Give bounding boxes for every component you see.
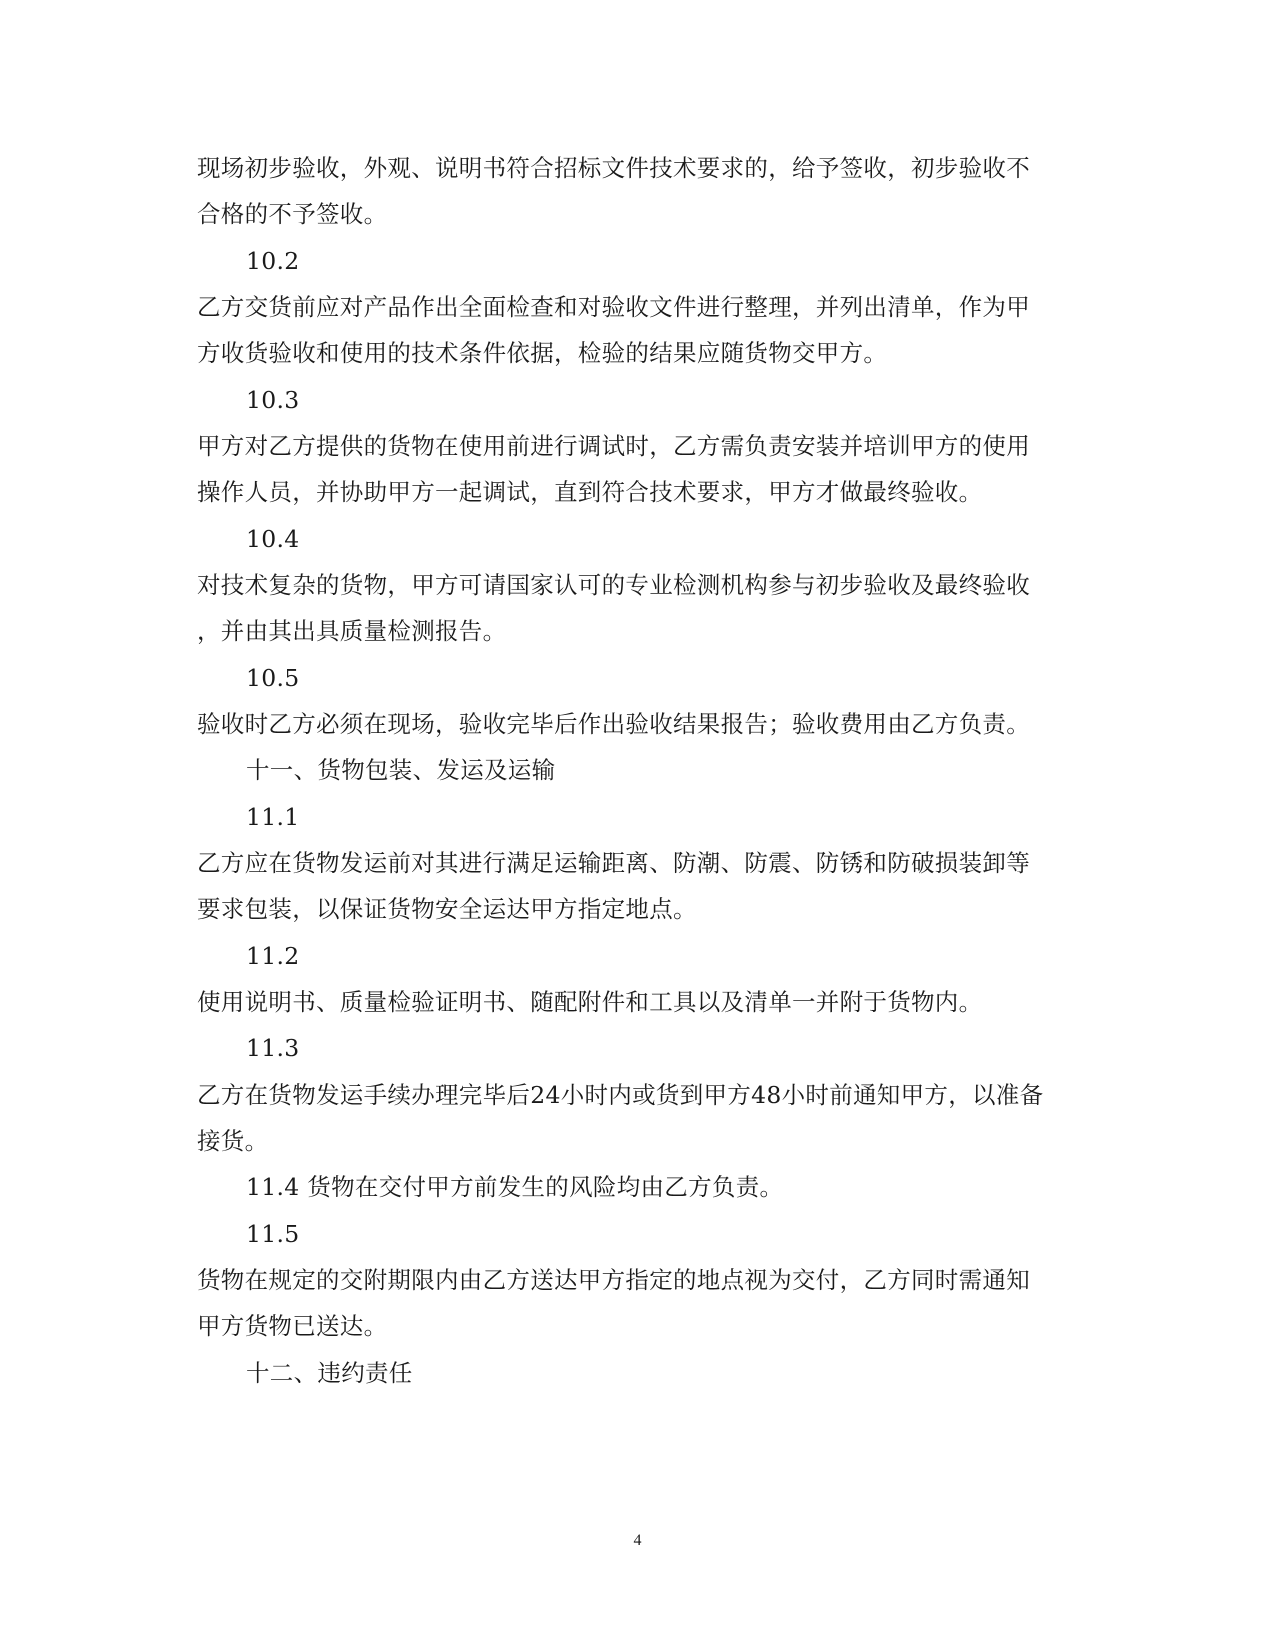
paragraph-line: 接货。 [197, 1127, 269, 1155]
clause-number: 11.1 [246, 803, 300, 831]
clause-number: 10.3 [246, 386, 300, 414]
clause-number: 11.3 [246, 1034, 300, 1062]
clause-number: 11.5 [246, 1220, 300, 1248]
page-number: 4 [633, 1532, 642, 1549]
section-heading: 十一、货物包装、发运及运输 [246, 756, 556, 784]
paragraph-line: 合格的不予签收。 [197, 200, 388, 228]
paragraph-line: 对技术复杂的货物，甲方可请国家认可的专业检测机构参与初步验收及最终验收 [197, 571, 1030, 599]
paragraph-line: 甲方货物已送达。 [197, 1312, 388, 1340]
paragraph-line: 甲方对乙方提供的货物在使用前进行调试时，乙方需负责安装并培训甲方的使用 [197, 432, 1030, 460]
paragraph-line: 操作人员，并协助甲方一起调试，直到符合技术要求，甲方才做最终验收。 [197, 478, 983, 506]
paragraph-line: 方收货验收和使用的技术条件依据，检验的结果应随货物交甲方。 [197, 339, 888, 367]
section-heading: 十二、违约责任 [246, 1359, 413, 1387]
paragraph-line: 使用说明书、质量检验证明书、随配附件和工具以及清单一并附于货物内。 [197, 988, 983, 1016]
clause-number: 11.2 [246, 942, 300, 970]
paragraph-line: 乙方交货前应对产品作出全面检查和对验收文件进行整理，并列出清单，作为甲 [197, 293, 1030, 321]
paragraph-line: 现场初步验收，外观、说明书符合招标文件技术要求的，给予签收，初步验收不 [197, 154, 1030, 182]
paragraph-line: 乙方在货物发运手续办理完毕后24小时内或货到甲方48小时前通知甲方，以准备 [197, 1081, 1044, 1109]
clause-number: 10.4 [246, 525, 300, 553]
paragraph-line: 乙方应在货物发运前对其进行满足运输距离、防潮、防震、防锈和防破损装卸等 [197, 849, 1030, 877]
paragraph-line: 验收时乙方必须在现场，验收完毕后作出验收结果报告；验收费用由乙方负责。 [197, 710, 1030, 738]
paragraph-line: ，并由其出具质量检测报告。 [197, 617, 507, 645]
clause-number: 10.2 [246, 247, 300, 275]
clause-number: 10.5 [246, 664, 300, 692]
paragraph-line: 要求包装，以保证货物安全运达甲方指定地点。 [197, 895, 697, 923]
paragraph-line: 11.4 货物在交付甲方前发生的风险均由乙方负责。 [246, 1173, 784, 1201]
paragraph-line: 货物在规定的交附期限内由乙方送达甲方指定的地点视为交付，乙方同时需通知 [197, 1266, 1030, 1294]
